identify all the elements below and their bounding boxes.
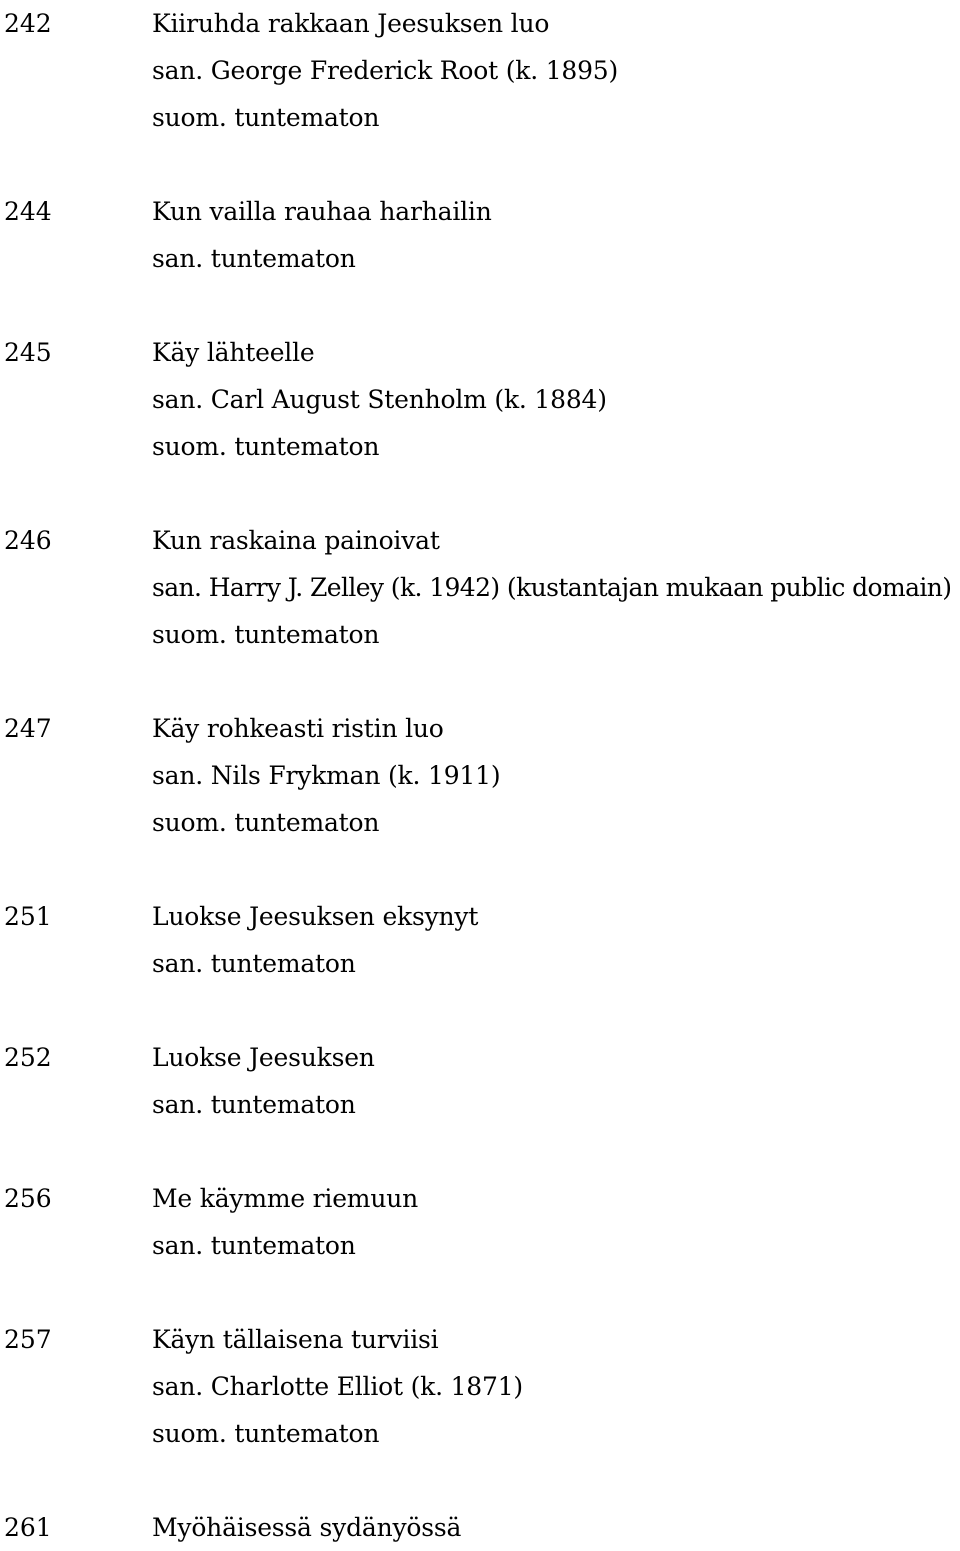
hymn-number: 256 <box>4 1184 52 1213</box>
hymn-title-line <box>0 0 960 47</box>
hymn-number: 251 <box>4 902 52 931</box>
hymn-title: Käy lähteelle <box>152 338 315 367</box>
hymn-entry-251 <box>0 893 960 1034</box>
hymn-lyricist: san. Charlotte Elliot (k. 1871) <box>152 1372 523 1401</box>
hymn-translation-line <box>0 611 960 658</box>
hymn-translation-line <box>0 423 960 470</box>
hymn-entry-256 <box>0 1175 960 1316</box>
hymn-entry-252 <box>0 1034 960 1175</box>
hymn-title: Käyn tällaisena turviisi <box>152 1325 439 1354</box>
hymn-title: Kun raskaina painoivat <box>152 526 440 555</box>
hymn-number: 261 <box>4 1513 52 1542</box>
entry-spacer <box>0 141 960 188</box>
hymn-lyricist: san. tuntematon <box>152 244 356 273</box>
hymn-title-line <box>0 188 960 235</box>
hymn-lyricist: san. Nils Frykman (k. 1911) <box>152 761 501 790</box>
hymn-title: Luokse Jeesuksen <box>152 1043 375 1072</box>
entry-spacer <box>0 846 960 893</box>
hymn-lyricist: san. tuntematon <box>152 1090 356 1119</box>
hymn-translator: suom. tuntematon <box>152 808 380 837</box>
hymn-number: 257 <box>4 1325 52 1354</box>
entry-spacer <box>0 470 960 517</box>
hymn-entry-244 <box>0 188 960 329</box>
hymn-number: 247 <box>4 714 52 743</box>
hymn-translation-line <box>0 1410 960 1457</box>
hymn-title-line <box>0 1175 960 1222</box>
hymn-title-line <box>0 1034 960 1081</box>
hymn-entry-246 <box>0 517 960 705</box>
hymn-number: 244 <box>4 197 52 226</box>
hymn-entry-242 <box>0 0 960 188</box>
hymn-translator: suom. tuntematon <box>152 103 380 132</box>
hymn-lyrics-line <box>0 752 960 799</box>
hymn-title-line <box>0 329 960 376</box>
hymn-title-line <box>0 893 960 940</box>
hymn-lyrics-line <box>0 376 960 423</box>
hymn-number: 245 <box>4 338 52 367</box>
hymn-lyricist: san. Harry J. Zelley (k. 1942) (kustantajan mukaan public domain) <box>152 573 952 602</box>
hymn-lyrics-line <box>0 235 960 282</box>
hymn-lyrics-line <box>0 1222 960 1269</box>
hymn-title: Kun vailla rauhaa harhailin <box>152 197 492 226</box>
hymn-number: 252 <box>4 1043 52 1072</box>
entry-spacer <box>0 1457 960 1504</box>
hymn-translator: suom. tuntematon <box>152 620 380 649</box>
hymn-lyricist: san. tuntematon <box>152 949 356 978</box>
hymn-number: 246 <box>4 526 52 555</box>
hymn-translation-line <box>0 799 960 846</box>
hymn-title: Luokse Jeesuksen eksynyt <box>152 902 479 931</box>
hymn-title-line <box>0 517 960 564</box>
hymn-entry-257 <box>0 1316 960 1504</box>
hymn-title: Me käymme riemuun <box>152 1184 419 1213</box>
hymn-translator: suom. tuntematon <box>152 432 380 461</box>
hymn-entry-247 <box>0 705 960 893</box>
hymn-entry-245 <box>0 329 960 517</box>
entry-spacer <box>0 658 960 705</box>
hymn-lyricist: san. tuntematon <box>152 1231 356 1260</box>
hymn-lyricist: san. Carl August Stenholm (k. 1884) <box>152 385 607 414</box>
hymn-lyricist: san. George Frederick Root (k. 1895) <box>152 56 619 85</box>
hymn-title: Käy rohkeasti ristin luo <box>152 714 444 743</box>
hymn-lyrics-line <box>0 1363 960 1410</box>
hymn-lyrics-line <box>0 47 960 94</box>
hymn-lyrics-line <box>0 564 960 611</box>
hymn-translator: suom. tuntematon <box>152 1419 380 1448</box>
entry-spacer <box>0 987 960 1034</box>
entry-spacer <box>0 1128 960 1175</box>
hymn-lyrics-line <box>0 940 960 987</box>
hymn-title: Kiiruhda rakkaan Jeesuksen luo <box>152 9 550 38</box>
hymn-translation-line <box>0 94 960 141</box>
hymn-lyrics-line <box>0 1081 960 1128</box>
hymn-number: 242 <box>4 9 52 38</box>
hymn-title-line <box>0 1316 960 1363</box>
entry-spacer <box>0 282 960 329</box>
entry-spacer <box>0 1269 960 1316</box>
hymn-title-line <box>0 705 960 752</box>
hymn-title: Myöhäisessä sydänyössä <box>152 1513 462 1542</box>
